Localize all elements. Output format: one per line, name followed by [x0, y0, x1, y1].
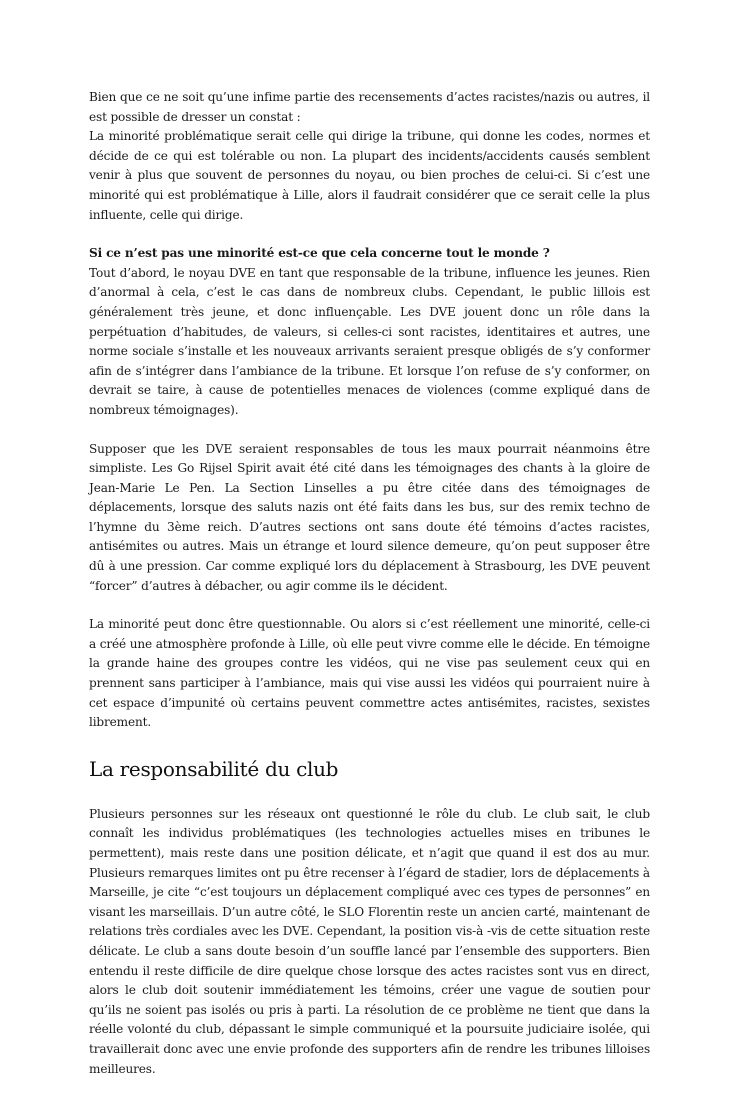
paragraph-minorite-question — [89, 244, 650, 420]
paragraph-constat-intro: Bien que ce ne soit qu’une infime partie des recensements d’actes racistes/nazis ou autres, il est possible de dresser un constat : — [89, 90, 650, 124]
paragraph-constat-body: La minorité problématique serait celle qui dirige la tribune, qui donne les codes, normes et décide de ce qui est tolérable ou non. La plupart des incidents/accidents causés semblent venir à plus que souvent de personnes du noyau, ou bien proches de celui-ci. Si c’est une minorité qui est problématique à Lille, alors il faudrait considérer que ce serait celle la plus influente, celle qui dirige. — [89, 129, 650, 222]
paragraph-minorite-body: Tout d’abord, le noyau DVE en tant que responsable de la tribune, influence les jeunes. Rien d’anormal à cela, c’est le cas dans de nombreux clubs. Cependant, le public lillois est généralement très jeune, et donc influençable. Les DVE jouent donc un rôle dans la perpétuation d’habitudes, de valeurs, si celles-ci sont racistes, identitaires et autres, une norme sociale s’installe et les nouveaux arrivants seraient presque obligés de s’y conformer afin de s’intégrer dans l’ambiance de la tribune. Et lorsque l’on refuse de s’y conformer, on devrait se taire, à cause de potentielles menaces de violences (comme expliqué dans de nombreux témoignages). — [89, 265, 650, 417]
paragraph-subheading: Si ce n’est pas une minorité est-ce que cela concerne tout le monde ? — [89, 246, 550, 261]
paragraph-constat — [89, 88, 650, 225]
paragraph-minorite-questionnable: La minorité peut donc être questionnable. Ou alors si c’est réellement une minorité, celle-ci a créé une atmosphère profonde à Lille, où elle peut vivre comme elle le décide. En témoigne la grande haine des groupes contre les vidéos, qui ne vise pas seulement ceux qui en prennent sans participer à l’ambiance, mais qui vise aussi les vidéos qui pourraient nuire à cet espace d’impunité où certains peuvent commettre actes antisémites, racistes, sexistes librement. — [89, 617, 650, 730]
paragraph-dve-responsables: Supposer que les DVE seraient responsables de tous les maux pourrait néanmoins être simpliste. Les Go Rijsel Spirit avait été cité dans les témoignages des chants à la gloire de Jean-Marie Le Pen. La Section Linselles a pu être citée dans des témoignages de déplacements, lorsque des saluts nazis ont été faits dans les bus, sur des remix techno de l’hymne du 3ème reich. D’autres sections ont sans doute été témoins d’actes racistes, antisémites ou autres. Mais un étrange et lourd silence demeure, qu’on peut supposer être dû à une pression. Car comme expliqué lors du déplacement à Strasbourg, les DVE peuvent “forcer” d’autres à débacher, ou agir comme ils le décident. — [89, 441, 650, 593]
document-body — [89, 88, 650, 1098]
paragraph-responsabilite-club: Plusieurs personnes sur les réseaux ont questionné le rôle du club. Le club sait, le club connaît les individus problématiques (les technologies actuelles mises en tribunes le permettent), mais reste dans une position délicate, et n’agit que quand il est dos au mur. Plusieurs remarques limites ont pu être recenser à l’égard de stadier, lors de déplacements à Marseille, je cite “c’est toujours un déplacement compliqué avec ces types de personnes” en visant les marseillais. D’un autre côté, le SLO Florentin reste un ancien carté, maintenant de relations très cordiales avec les DVE. Cependant, la position vis-à -vis de cette situation reste délicate. Le club a sans doute besoin d’un souffle lancé par l’ensemble des supporters. Bien entendu il reste difficile de dire quelque chose lorsque des actes racistes sont vus en direct, alors le club doit soutenir immédiatement les témoins, créer une vague de soutien pour qu’ils ne soient pas isolés ou pris à parti. La résolution de ce problème ne tient que dans la réelle volonté du club, dépassant le simple communiqué et la poursuite judiciaire isolée, qui travaillerait donc avec une envie profonde des supporters afin de rendre les tribunes lilloises meilleures. — [89, 806, 650, 1076]
section-title: La responsabilité du club — [89, 756, 339, 781]
